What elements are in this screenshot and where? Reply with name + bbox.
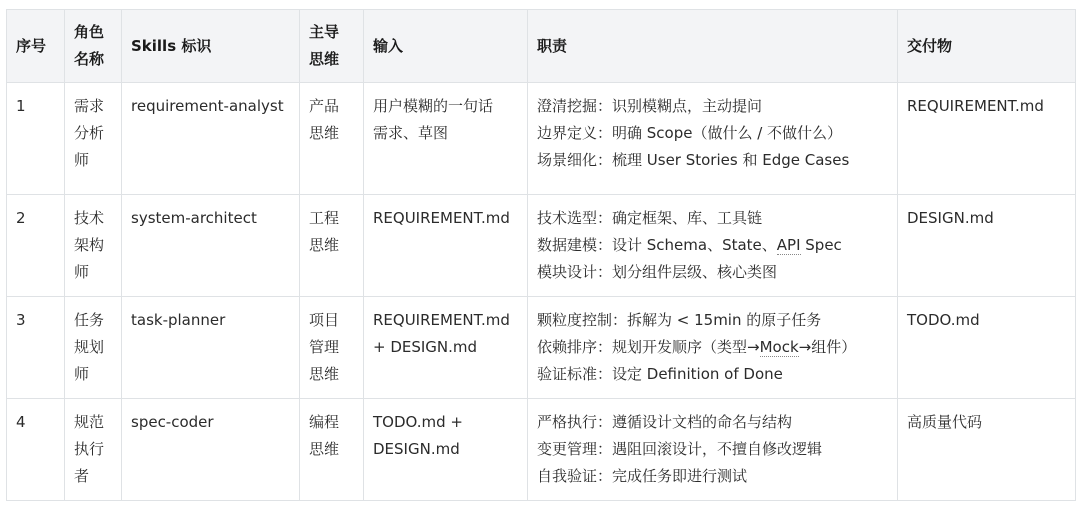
input-line: 用户模糊的一句话 [373,97,494,115]
duty-text: →组件） [798,338,857,356]
header-thinking-line: 主导 [309,23,340,41]
table-row [7,83,1076,195]
duty-line: 变更管理：遇阻回滚设计，不擅自修改逻辑 [537,440,823,458]
cell-thinking [300,297,364,399]
duty-line: 边界定义：明确 Scope（做什么 / 不做什么） [537,124,843,142]
header-skills [122,10,300,83]
role-line: 技术 [74,209,105,227]
duty-text: Spec [800,236,842,254]
role-line: 规划 [74,338,105,356]
header-deliverable-label: 交付物 [907,36,953,55]
thinking-line: 管理 [309,338,340,356]
duty-line: 技术选型：确定框架、库、工具链 [537,209,763,227]
input-line: REQUIREMENT.md [373,209,510,227]
cell-role [65,297,122,399]
input-line: TODO.md + [373,413,463,431]
header-role [65,10,122,83]
input-line: DESIGN.md [373,440,460,458]
role-line: 执行 [74,440,105,458]
cell-duty [528,297,898,399]
input-line: 需求、草图 [373,124,449,142]
role-line: 师 [74,151,90,169]
role-line: 规范 [74,413,105,431]
duty-text: 数据建模：设计 Schema、State、 [537,236,777,254]
input-line: REQUIREMENT.md [373,311,510,329]
thinking-line: 产品 [309,97,340,115]
header-duty [528,10,898,83]
cell-role [65,83,122,195]
cell-input [364,195,528,297]
cell-deliverable: REQUIREMENT.md [898,83,1076,195]
cell-role [65,399,122,501]
cell-deliverable: DESIGN.md [898,195,1076,297]
header-input [364,10,528,83]
cell-no: 3 [7,297,65,399]
cell-input [364,83,528,195]
duty-line [537,334,888,361]
role-line: 者 [74,467,90,485]
header-thinking [300,10,364,83]
cell-skills: task-planner [122,297,300,399]
duty-line: 验证标准：设定 Definition of Done [537,365,783,383]
role-line: 师 [74,365,90,383]
annotated-term[interactable]: Mock [759,338,799,356]
cell-duty [528,195,898,297]
table-row [7,399,1076,501]
header-no-label: 序号 [16,36,47,55]
cell-no: 2 [7,195,65,297]
thinking-line: 思维 [309,365,340,383]
duty-line: 模块设计：划分组件层级、核心类图 [537,263,778,281]
header-skills-label: Skills 标识 [131,36,212,55]
thinking-line: 项目 [309,311,340,329]
cell-input [364,297,528,399]
header-role-line: 角色 [74,23,105,41]
duty-line [537,232,888,259]
duty-line: 澄清挖掘：识别模糊点，主动提问 [537,97,763,115]
duty-line: 严格执行：遵循设计文档的命名与结构 [537,413,793,431]
cell-duty [528,83,898,195]
header-duty-label: 职责 [537,36,568,55]
thinking-line: 思维 [309,124,340,142]
cell-skills: system-architect [122,195,300,297]
cell-role [65,195,122,297]
header-deliverable [898,10,1076,83]
header-thinking-line: 思维 [309,50,340,68]
roles-table-container [6,9,1076,501]
input-line: + DESIGN.md [373,338,478,356]
cell-deliverable: 高质量代码 [898,399,1076,501]
thinking-line: 思维 [309,236,340,254]
role-line: 任务 [74,311,105,329]
role-line: 师 [74,263,90,281]
cell-deliverable: TODO.md [898,297,1076,399]
table-row [7,297,1076,399]
header-no [7,10,65,83]
roles-table [6,9,1076,501]
role-line: 架构 [74,236,105,254]
cell-duty [528,399,898,501]
cell-thinking [300,195,364,297]
table-header-row [7,10,1076,83]
duty-line: 颗粒度控制：拆解为 < 15min 的原子任务 [537,311,822,329]
role-line: 分析 [74,124,105,142]
header-role-line: 名称 [74,50,105,68]
duty-line: 自我验证：完成任务即进行测试 [537,467,748,485]
table-row [7,195,1076,297]
thinking-line: 工程 [309,209,340,227]
thinking-line: 编程 [309,413,340,431]
duty-line: 场景细化：梳理 User Stories 和 Edge Cases [537,151,850,169]
cell-no: 4 [7,399,65,501]
cell-skills: spec-coder [122,399,300,501]
role-line: 需求 [74,97,105,115]
duty-text: 依赖排序：规划开发顺序（类型→ [537,338,760,356]
thinking-line: 思维 [309,440,340,458]
cell-input [364,399,528,501]
header-input-label: 输入 [373,36,404,55]
cell-no: 1 [7,83,65,195]
cell-thinking [300,399,364,501]
cell-thinking [300,83,364,195]
cell-skills: requirement-analyst [122,83,300,195]
annotated-term[interactable]: API [776,236,801,254]
